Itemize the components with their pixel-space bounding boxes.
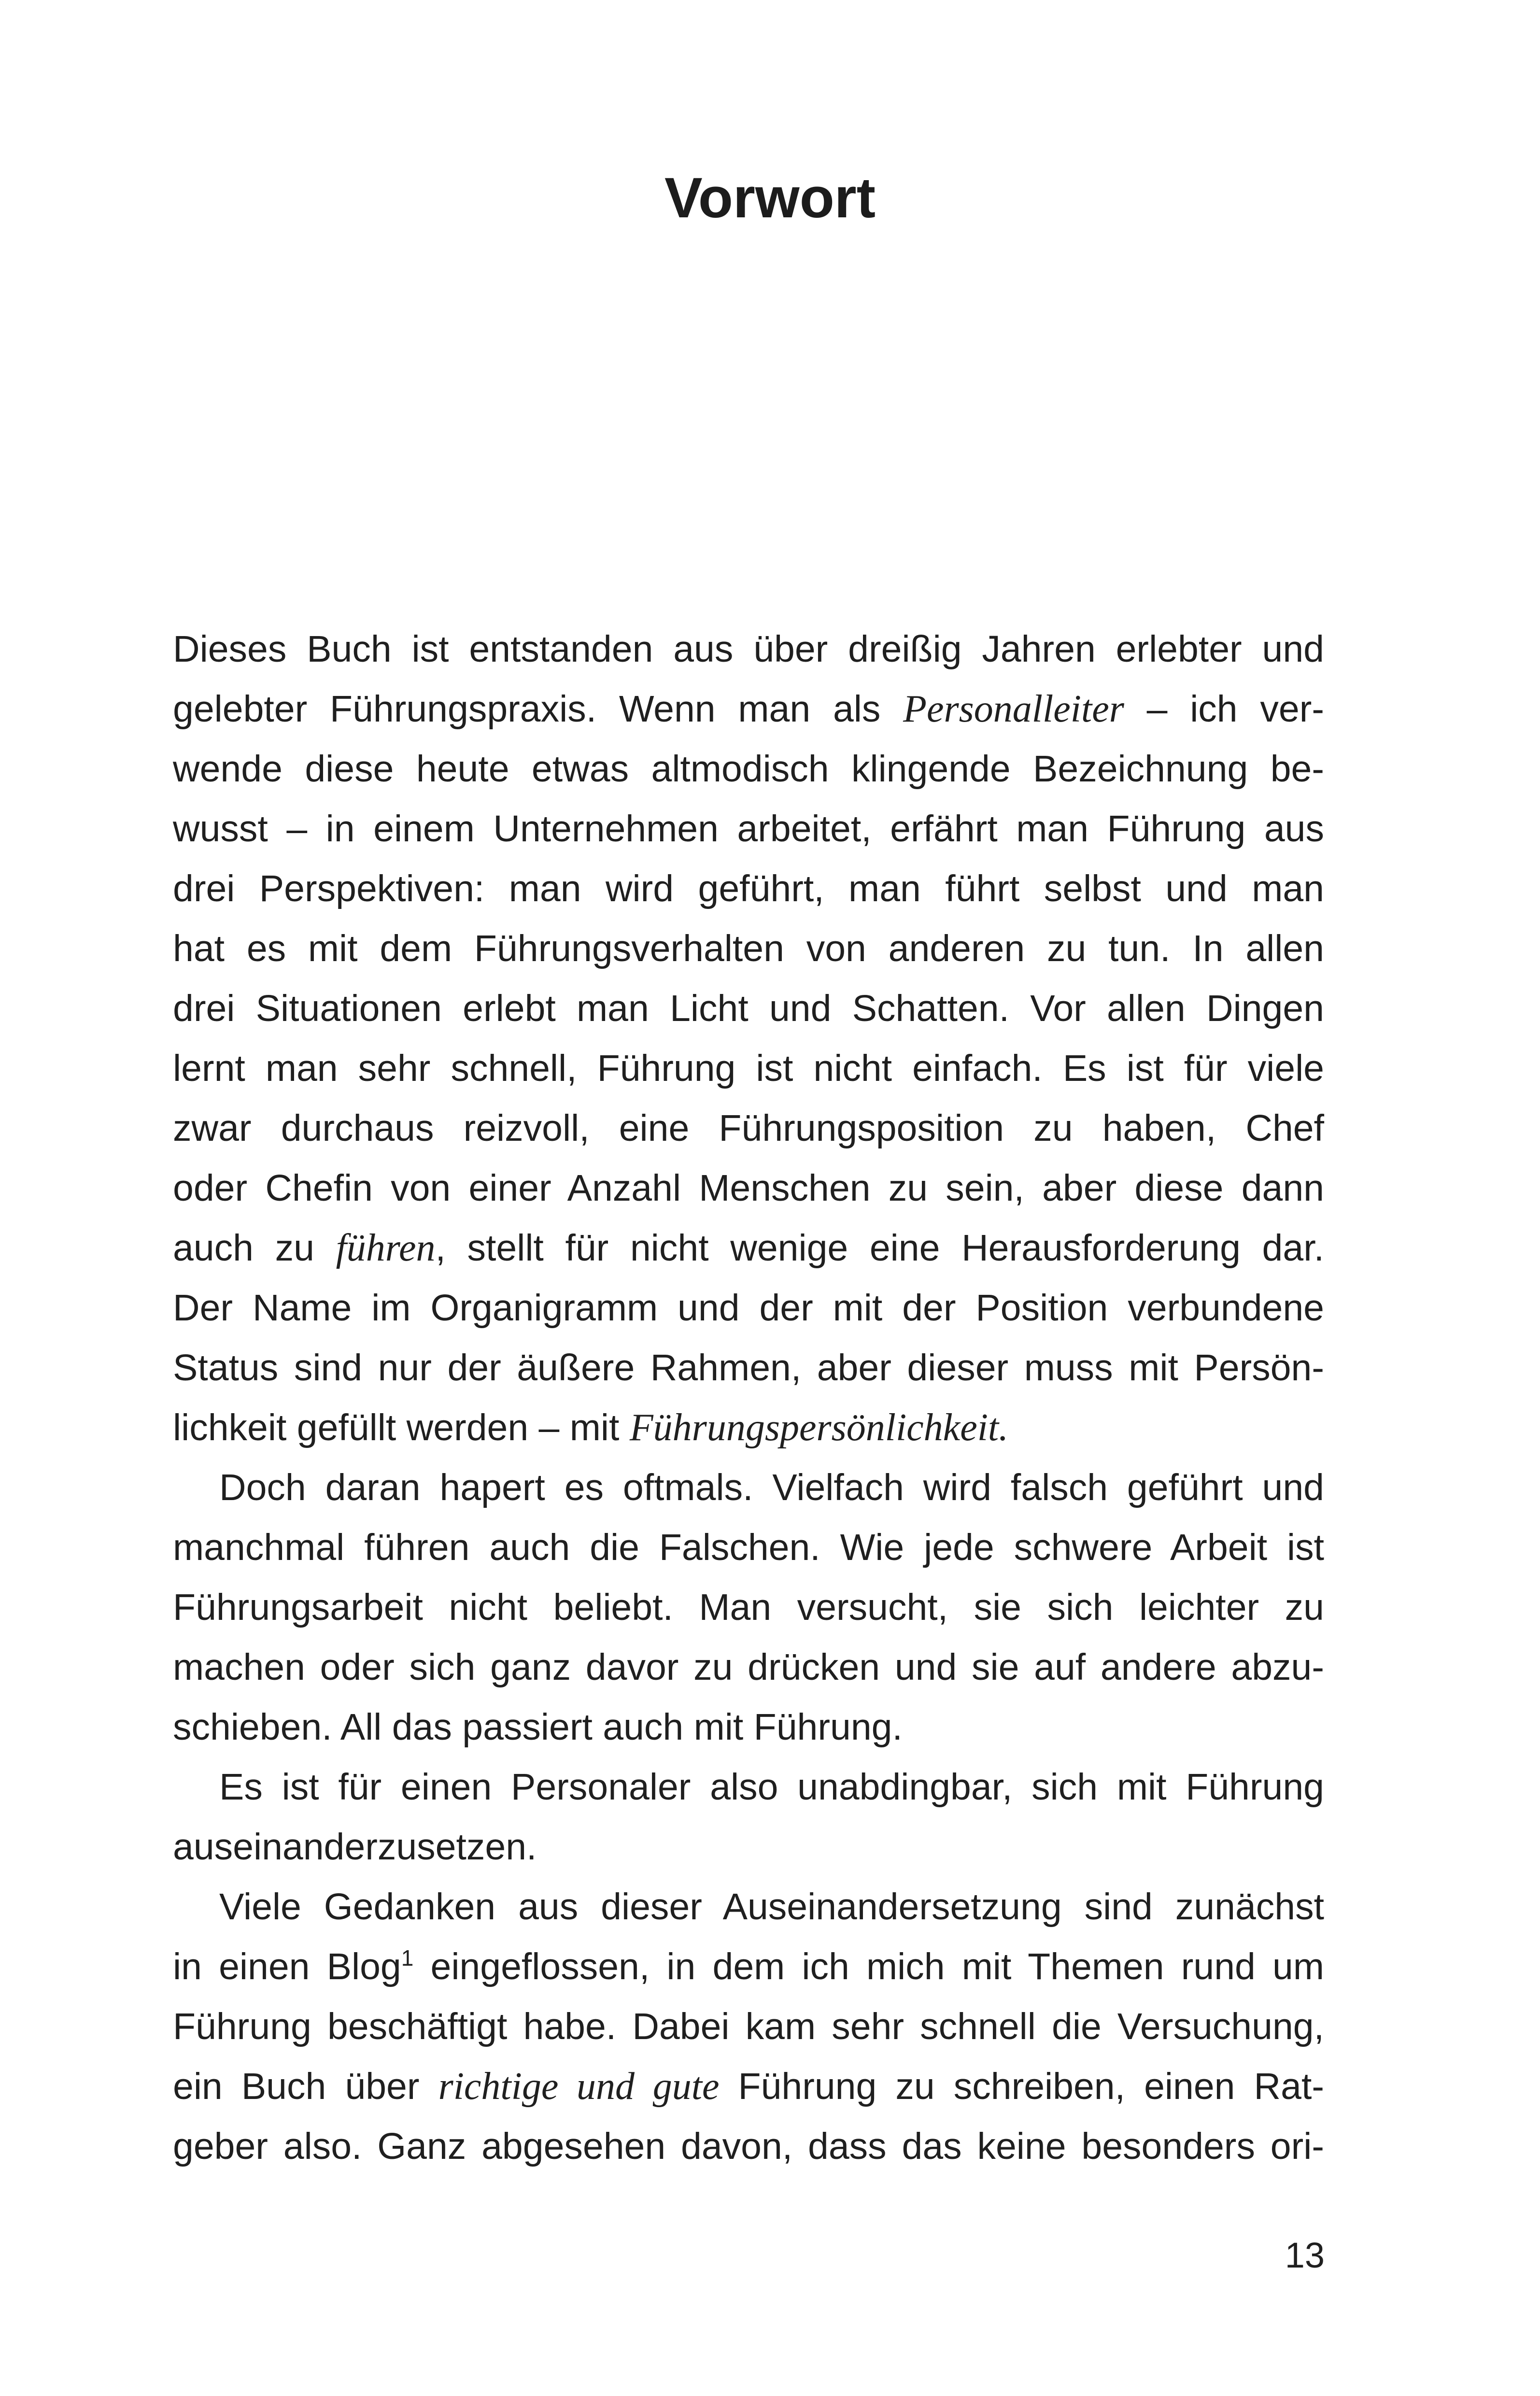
text-line: ein Buch über richtige und gute Führung zu schreiben, einen Rat-	[173, 2065, 1325, 2108]
text-line: wusst – in einem Unternehmen arbeitet, erfährt man Führung aus	[173, 808, 1324, 850]
emphasis: Personalleiter	[903, 688, 1124, 730]
chapter-title: Vorwort	[664, 166, 876, 230]
body-text	[173, 619, 1324, 2176]
text-line: lichkeit gefüllt werden – mit Führungspersönlichkeit.	[173, 1406, 1009, 1449]
text-line: Status sind nur der äußere Rahmen, aber dieser muss mit Persön-	[173, 1347, 1324, 1389]
text-line: machen oder sich ganz davor zu drücken und sie auf andere abzu-	[173, 1646, 1324, 1688]
text-line: Der Name im Organigramm und der mit der Position verbundene	[173, 1287, 1324, 1329]
text-line: drei Perspektiven: man wird geführt, man führt selbst und man	[173, 868, 1324, 909]
footnote-marker: 1	[401, 1945, 414, 1971]
text-line: drei Situationen erlebt man Licht und Schatten. Vor allen Dingen	[173, 988, 1324, 1029]
text-line: wende diese heute etwas altmodisch klingende Bezeichnung be-	[173, 748, 1324, 790]
emphasis: führen	[336, 1227, 436, 1269]
text-line: geber also. Ganz abgesehen davon, dass das keine besonders ori-	[173, 2126, 1324, 2167]
text-line: Es ist für einen Personaler also unabdingbar, sich mit Führung	[219, 1766, 1324, 1808]
text-line: auch zu führen, stellt für nicht wenige eine Herausforderung dar.	[173, 1227, 1324, 1269]
text-line: Führung beschäftigt habe. Dabei kam sehr schnell die Versuchung,	[173, 2006, 1324, 2047]
text-line: lernt man sehr schnell, Führung ist nicht einfach. Es ist für viele	[173, 1048, 1324, 1089]
text-line: gelebter Führungspraxis. Wenn man als Personalleiter – ich ver-	[173, 688, 1324, 730]
emphasis: richtige und gute	[438, 2065, 720, 2108]
text-line: auseinanderzusetzen.	[173, 1826, 537, 1868]
text-line: Doch daran hapert es oftmals. Vielfach wird falsch geführt und	[219, 1467, 1324, 1508]
text-line: Führungsarbeit nicht beliebt. Man versucht, sie sich leichter zu	[173, 1587, 1324, 1628]
text-line: Dieses Buch ist entstanden aus über dreißig Jahren erlebter und	[173, 628, 1324, 670]
text-line: manchmal führen auch die Falschen. Wie jede schwere Arbeit ist	[173, 1527, 1324, 1568]
text-line: zwar durchaus reizvoll, eine Führungsposition zu haben, Chef	[173, 1107, 1324, 1149]
text-line: hat es mit dem Führungsverhalten von anderen zu tun. In allen	[173, 928, 1324, 969]
emphasis: Führungspersönlichkeit.	[629, 1406, 1009, 1449]
page-number: 13	[1285, 2235, 1325, 2275]
text-line: oder Chefin von einer Anzahl Menschen zu sein, aber diese dann	[173, 1167, 1324, 1209]
text-line: schieben. All das passiert auch mit Führung.	[173, 1706, 903, 1748]
text-line: Viele Gedanken aus dieser Auseinandersetzung sind zunächst	[219, 1886, 1324, 1928]
text-line: in einen Blog$^1$ eingeflossen, in dem ich mich mit Themen rund um	[173, 1945, 1324, 1987]
